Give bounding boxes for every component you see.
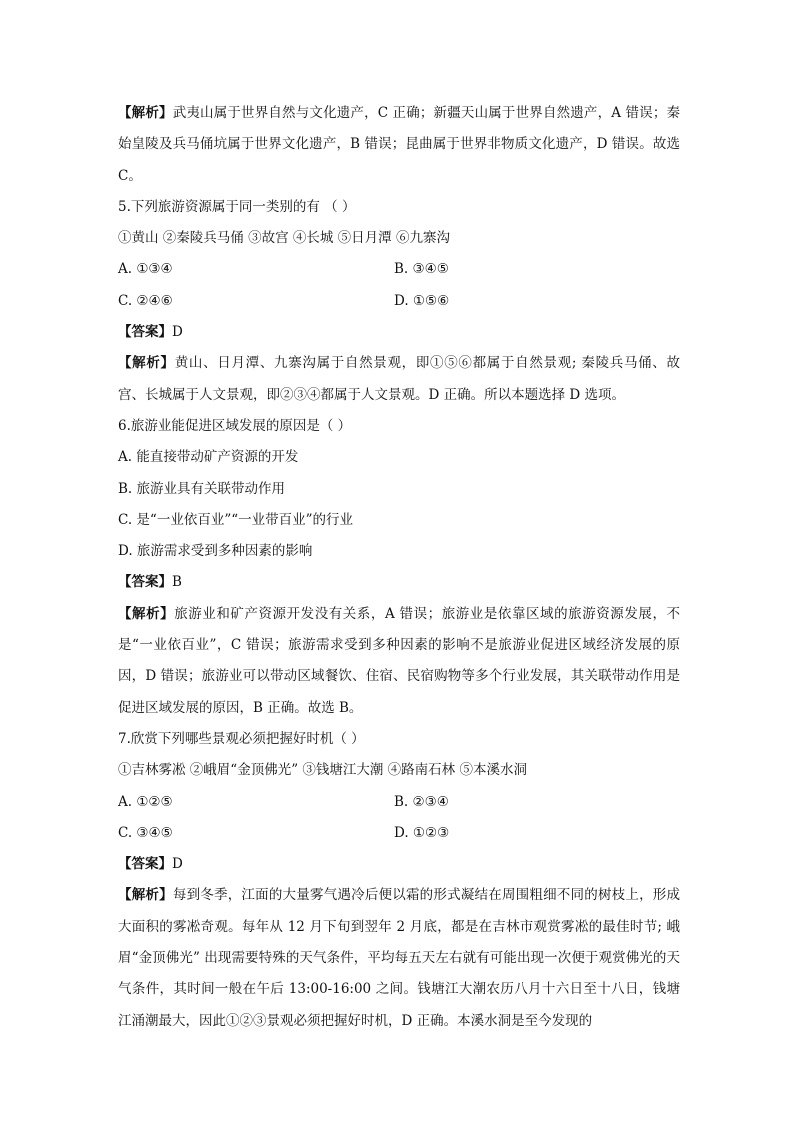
answer-6 bbox=[118, 567, 680, 598]
option-d: D. 旅游需求受到多种因素的影响 bbox=[118, 543, 313, 560]
analysis-q7 bbox=[118, 880, 680, 1036]
question-7-options-row-1 bbox=[118, 787, 680, 818]
analysis-tag: 【解析】 bbox=[118, 605, 175, 622]
answer-value: D bbox=[172, 324, 183, 341]
answer-7 bbox=[118, 849, 680, 880]
analysis-text: 武夷山属于世界自然与文化遗产，C 正确；新疆天山属于世界自然遗产，A 错误；秦始皇陵及兵马俑坑属于世界文化遗产，B 错误；昆曲属于世界非物质文化遗产，D 错误。故选 C。 bbox=[118, 105, 680, 184]
option-c: C. ②④⑥ bbox=[118, 292, 173, 309]
option-d: D. ①②③ bbox=[394, 824, 450, 841]
answer-tag: 【答案】 bbox=[118, 856, 172, 873]
option-c: C. 是“一业依百业”“一业带百业”的行业 bbox=[118, 511, 354, 528]
answer-value: D bbox=[172, 856, 183, 873]
analysis-q6 bbox=[118, 599, 680, 724]
option-b: B. ③④⑤ bbox=[394, 261, 449, 278]
analysis-q4 bbox=[118, 98, 680, 192]
question-7-options-row-2 bbox=[118, 818, 680, 849]
answer-5 bbox=[118, 317, 680, 348]
question-5: 5.下列旅游资源属于同一类别的有 （ ） bbox=[118, 198, 356, 215]
option-b: B. 旅游业具有关联带动作用 bbox=[118, 480, 286, 497]
answer-tag: 【答案】 bbox=[118, 574, 172, 591]
option-a: A. ①②⑤ bbox=[118, 793, 173, 810]
option-c: C. ③④⑤ bbox=[118, 824, 173, 841]
question-7: 7.欣赏下列哪些景观必须把握好时机（ ） bbox=[118, 730, 365, 747]
answer-value: B bbox=[172, 574, 182, 591]
option-a: A. 能直接带动矿产资源的开发 bbox=[118, 449, 299, 466]
option-b: B. ②③④ bbox=[394, 793, 449, 810]
question-7-items: ①吉林雾凇 ②峨眉“金顶佛光” ③钱塘江大潮 ④路南石林 ⑤本溪水洞 bbox=[118, 762, 527, 779]
analysis-text: 黄山、日月潭、九寨沟属于自然景观，即①⑤⑥都属于自然景观; 秦陵兵马俑、故宫、长城属于人文景观，即②③④都属于人文景观。D 正确。所以本题选择 D 选项。 bbox=[118, 355, 680, 403]
analysis-tag: 【解析】 bbox=[118, 355, 175, 372]
analysis-tag: 【解析】 bbox=[118, 105, 173, 121]
question-6: 6.旅游业能促进区域发展的原因是（ ） bbox=[118, 417, 352, 434]
question-5-items: ①黄山 ②秦陵兵马俑 ③故宫 ④长城 ⑤日月潭 ⑥九寨沟 bbox=[118, 230, 450, 247]
document-page bbox=[118, 98, 680, 1037]
analysis-tag: 【解析】 bbox=[118, 887, 173, 904]
analysis-text: 每到冬季，江面的大量雾气遇冷后便以霜的形式凝结在周围粗细不同的树枝上，形成大面积的雾凇奇观。每年从 12 月下旬到翌年 2 月底，都是在吉林市观赏雾凇的最佳时节; 峨眉“金顶佛光” 出现需要特殊的天气条件，平均每五天左右就有可能出现一次便于观赏佛光的天气条件，其时间一般在午后 13:00-16:00 之间。钱塘江大潮农历八月十六日至十八日，钱塘江涌潮最大，因此①②③景观必须把握好时机，D 正确。本溪水洞是至今发现的 bbox=[118, 887, 681, 1029]
question-5-options-row-2 bbox=[118, 286, 680, 317]
option-d: D. ①⑤⑥ bbox=[394, 292, 450, 309]
question-5-options-row-1 bbox=[118, 254, 680, 285]
answer-tag: 【答案】 bbox=[118, 324, 172, 341]
analysis-q5 bbox=[118, 348, 680, 411]
analysis-text: 旅游业和矿产资源开发没有关系，A 错误；旅游业是依靠区域的旅游资源发展，不是“一业依百业”，C 错误；旅游需求受到多种因素的影响不是旅游业促进区域经济发展的原因，D 错误；旅游业可以带动区域餐饮、住宿、民宿购物等多个行业发展，其关联带动作用是促进区域发展的原因，B 正确。故选 B。 bbox=[118, 605, 680, 716]
option-a: A. ①③④ bbox=[118, 261, 173, 278]
